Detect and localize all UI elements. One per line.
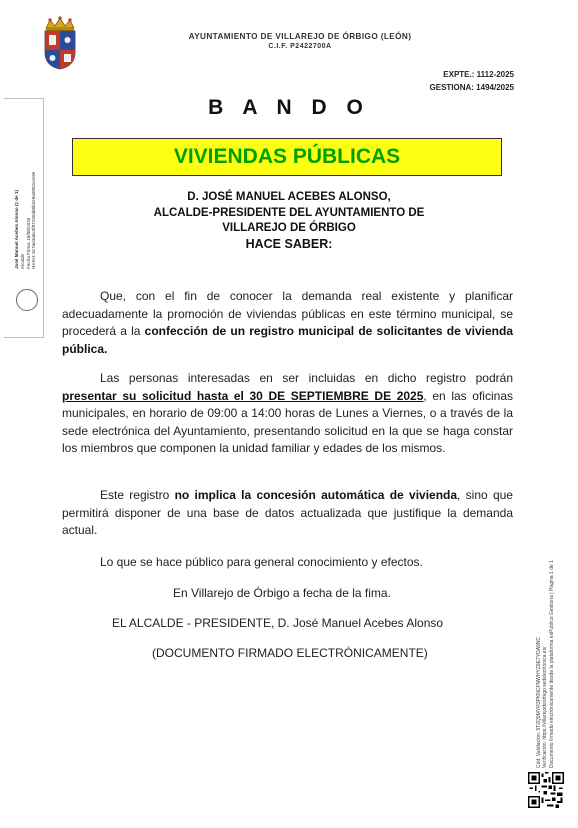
document-title: B A N D O xyxy=(208,96,370,119)
organization-name: AYUNTAMIENTO DE VILLAREJO DE ÓRBIGO (LEÓN) xyxy=(188,32,412,41)
issuer-name: D. JOSÉ MANUEL ACEBES ALONSO, xyxy=(187,191,391,203)
issuer-municipality: VILLAREJO DE ÓRBIGO xyxy=(222,222,356,234)
sign-date: Fecha Firma: 18/08/2025 xyxy=(25,217,31,269)
validation-strip xyxy=(536,560,555,768)
signature-strip xyxy=(4,98,44,338)
issuer-title: ALCALDE-PRESIDENTE DEL AYUNTAMIENTO DE xyxy=(153,206,425,219)
gestiona-number: GESTIONA: 1494/2025 xyxy=(429,83,514,92)
subject-banner xyxy=(72,138,502,176)
expte-number: EXPTE.: 1112-2025 xyxy=(443,70,514,79)
paragraph-3: Este registro no implica la concesión automática de vivienda, sino que permitirá disponer de una base de datos actualizada que justifique la demanda actual. xyxy=(62,488,513,537)
signature-strip-text xyxy=(14,172,37,269)
paragraph-2: Las personas interesadas en ser incluidas en dicho registro podrán presentar su solicitud hasta el 30 DE SEPTIEMBRE DE 2025, en las oficinas municipales, en horario de 09:00 a 14:00 horas de Lunes a Viernes, o a través de la sede electrónica del Ayuntamiento, presentando solicitud en la que se haga constar los miembros que componen la unidad familiar y edades de los mismos. xyxy=(62,371,513,455)
file-reference xyxy=(430,68,514,94)
paragraph-1: Que, con el fin de conocer la demanda real existente y planificar adecuadamente la promoción de viviendas públicas en este término municipal, se procederá a la confección de un registro municipal de solicitantes de vivienda pública. xyxy=(62,289,513,356)
paragraph-3-emphasis: no implica la concesión automática de vivienda xyxy=(174,488,458,502)
signature-line: EL ALCALDE - PRESIDENTE, D. José Manuel Acebes Alonso xyxy=(112,616,444,630)
paragraph-1-emphasis: confección de un registro municipal de solicitantes de vivienda pública. xyxy=(62,324,513,356)
closing-line: Lo que se hace público para general conocimiento y efectos. xyxy=(100,555,423,569)
organization-cif: C.I.F. P2422700A xyxy=(268,43,332,50)
place-date: En Villarejo de Órbigo a fecha de la fima. xyxy=(173,586,391,600)
platform-note: Documento firmado electrónicamente desde la plataforma esPublico Gestiona | Página 1 de 1 xyxy=(548,560,555,768)
deadline-emphasis: presentar su solicitud hasta el 30 DE SEPTIEMBRE DE 2025 xyxy=(62,388,424,403)
letterhead xyxy=(110,32,490,50)
seal-stamp-icon xyxy=(16,289,38,311)
signed-note: (DOCUMENTO FIRMADO ELECTRÓNICAMENTE) xyxy=(152,646,428,660)
signer-role: Alcalde xyxy=(19,253,25,269)
verification-url[interactable]: Verificación: https://villarejodeorbigo.sedelectronica.es/ xyxy=(542,646,549,768)
validation-code: Cód. Validación: 9T2Q9MYR3PKNCFNWHYZ9E7YDA9NC xyxy=(536,636,542,768)
hace-saber: HACE SABER: xyxy=(245,236,333,251)
signer-name: José Manuel Acebes Alonso (1 de 1) xyxy=(14,189,19,269)
qr-code-icon xyxy=(528,772,564,808)
coat-of-arms-icon xyxy=(40,14,80,70)
sign-hash: HASH: 6c7ae3a6c3f97230ab6b2e9a0982cec9e xyxy=(31,171,37,269)
subject-banner-text: VIVIENDAS PÚBLICAS xyxy=(173,145,401,168)
issuer-block xyxy=(0,190,578,252)
